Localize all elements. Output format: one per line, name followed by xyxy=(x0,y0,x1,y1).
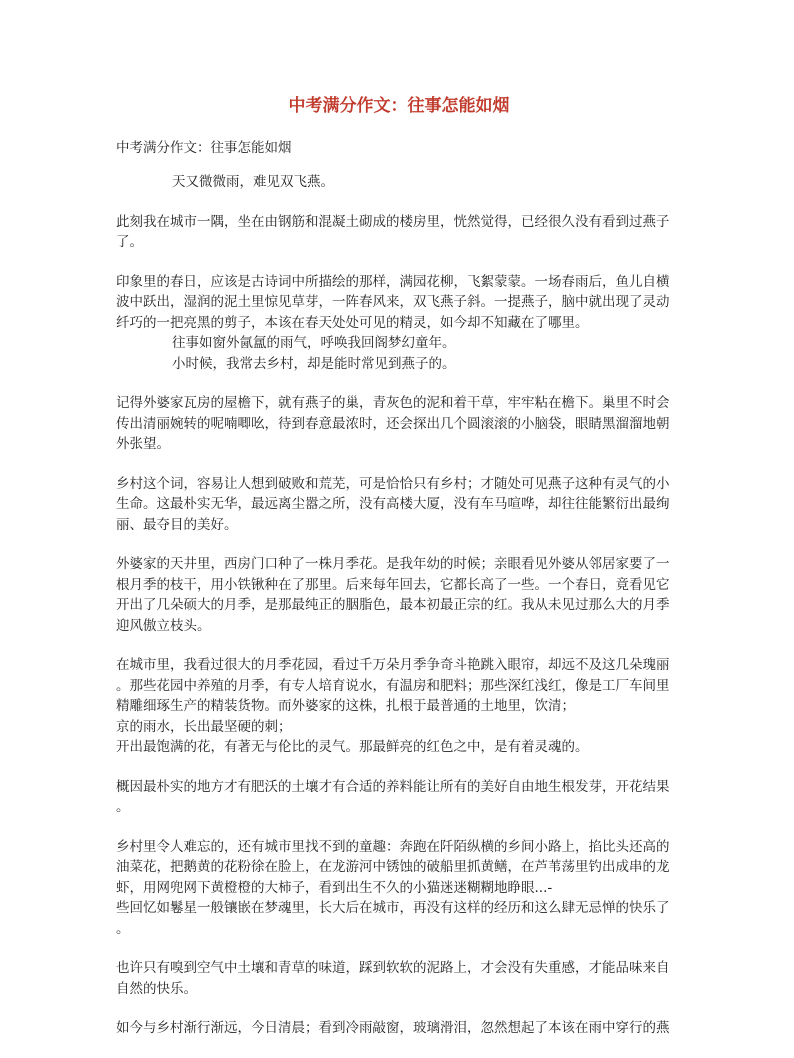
paragraph-line: 传出清丽婉转的呢喃唧吆，待到春意最浓时，还会探出几个圆滚滚的小脑袋，眼睛黑溜溜地朝 xyxy=(116,415,670,432)
paragraph-line: 。 xyxy=(116,920,130,937)
document-body xyxy=(116,172,682,1058)
paragraph-line: 生命。这最朴实无华，最远离尘嚣之所，没有高楼大厦，没有车马喧哗，却往往能繁衍出最绚 xyxy=(116,496,670,512)
paragraph-line: 根月季的枝干，用小铁锹种在了那里。后来每年回去，它都长高了一些。一个春日，竟看见它 xyxy=(116,576,670,593)
paragraph-line: 小时候，我常去乡村，却是能时常见到燕子的。 xyxy=(172,355,456,372)
paragraph xyxy=(116,655,682,758)
paragraph-line: 自然的快乐。 xyxy=(116,980,197,997)
paragraph xyxy=(116,474,682,536)
paragraph xyxy=(116,393,682,455)
paragraph-line: 虾，用网兜网下黄橙橙的大柿子，看到出生不久的小猫迷迷糊糊地睁眼...- xyxy=(116,879,553,896)
paragraph-line: 。那些花园中养殖的月季，有专人培育说水，有温房和肥料；那些深红浅红，像是工厂车间里 xyxy=(116,677,670,694)
paragraph-line: 迎风傲立枝头。 xyxy=(116,617,211,634)
paragraph xyxy=(116,837,682,940)
paragraph-line: 京的雨水，长出最坚硬的刺； xyxy=(116,718,292,735)
paragraph-line: 也许只有嗅到空气中土壤和青草的味道，踩到软软的泥路上，才会没有失重感，才能品味来自 xyxy=(116,960,670,976)
document-subtitle: 中考满分作文：往事怎能如烟 xyxy=(116,140,292,156)
paragraph-line: 开出最饱满的花，有著无与伦比的灵气。那最鲜亮的红色之中，是有着灵魂的。 xyxy=(116,739,589,755)
paragraph-line: 。 xyxy=(116,799,130,815)
paragraph xyxy=(116,554,682,636)
paragraph-line: 丽、最夺目的美好。 xyxy=(116,516,238,533)
paragraph-line: 往事如窗外氤氲的雨气，呼唤我回阁梦幻童年。 xyxy=(172,335,456,351)
paragraph-line: 精雕细琢生产的精装货物。而外婆家的这株，扎根于最普通的土地里，饮清； xyxy=(116,698,575,714)
paragraph-line: 记得外婆家瓦房的屋檐下，就有燕子的巢，青灰色的泥和着干草，牢牢粘在檐下。巢里不时会 xyxy=(116,395,670,411)
paragraph xyxy=(116,777,682,818)
paragraph-line: 乡村里令人难忘的，还有城市里找不到的童趣：奔跑在阡陌纵横的乡间小路上，掐比头还高的 xyxy=(116,838,670,855)
paragraph-line: 外张望。 xyxy=(116,436,170,452)
paragraph-line: 乡村这个词，容易让人想到破败和荒芜，可是恰恰只有乡村；才随处可见燕子这种有灵气的小 xyxy=(116,475,670,492)
paragraph-line: 此刻我在城市一隅，坐在由钢筋和混凝土砌成的楼房里，恍然觉得，已经很久没有看到过燕子 xyxy=(116,213,670,230)
paragraph-line: 纤巧的一把亮黑的剪子，本该在春天处处可见的精灵，如今却不知藏在了哪里。 xyxy=(116,314,589,331)
paragraph-line: 外婆家的天井里，西房门口种了一株月季花。是我年幼的时候；亲眼看见外婆从邻居家要了一 xyxy=(116,556,670,572)
paragraph-line: 概因最朴实的地方才有肥沃的土壤才有合适的养料能让所有的美好自由地生根发芽，开花结果 xyxy=(116,778,670,795)
paragraph-line: 如今与乡村渐行渐远，今日清晨；看到冷雨敲窗，玻璃滑泪，忽然想起了本该在雨中穿行的燕 xyxy=(116,1020,670,1036)
paragraph-line: 波中跃出，湿润的泥土里惊见草芽，一阵春风来，双飞燕子斜。一提燕子，脑中就出现了灵动 xyxy=(116,294,670,310)
paragraph-line: 些回忆如鬈星一般镶嵌在梦魂里，长大后在城市，再没有这样的经历和这么肆无忌惮的快乐了 xyxy=(116,900,670,916)
paragraph xyxy=(116,1018,682,1039)
paragraph xyxy=(116,212,682,253)
paragraph-line: 开出了几朵硕大的月季，是那最纯正的胭脂色，最本初最正宗的红。我从未见过那么大的月季 xyxy=(116,597,670,613)
document-title: 中考满分作文：往事怎能如烟 xyxy=(288,96,510,116)
paragraph-line: 印象里的春日，应该是古诗词中所描绘的那样，满园花柳，飞絮蒙蒙。一场春雨后，鱼儿自横 xyxy=(116,273,670,290)
paragraph-line: 在城市里，我看过很大的月季花园，看过千万朵月季争奇斗艳跳入眼帘，却远不及这几朵瑰丽 xyxy=(116,657,670,673)
paragraph-line: 油菜花，把鹅黄的花粉徐在脸上，在龙游河中锈蚀的破船里抓黄鳝，在芦苇荡里钓出成串的龙 xyxy=(116,859,670,875)
paragraph-line: 天又微微雨，难见双飞燕。 xyxy=(172,174,334,190)
paragraph xyxy=(116,958,682,999)
paragraph-line: 了。 xyxy=(116,234,143,250)
paragraph xyxy=(116,172,682,193)
paragraph xyxy=(116,272,682,375)
